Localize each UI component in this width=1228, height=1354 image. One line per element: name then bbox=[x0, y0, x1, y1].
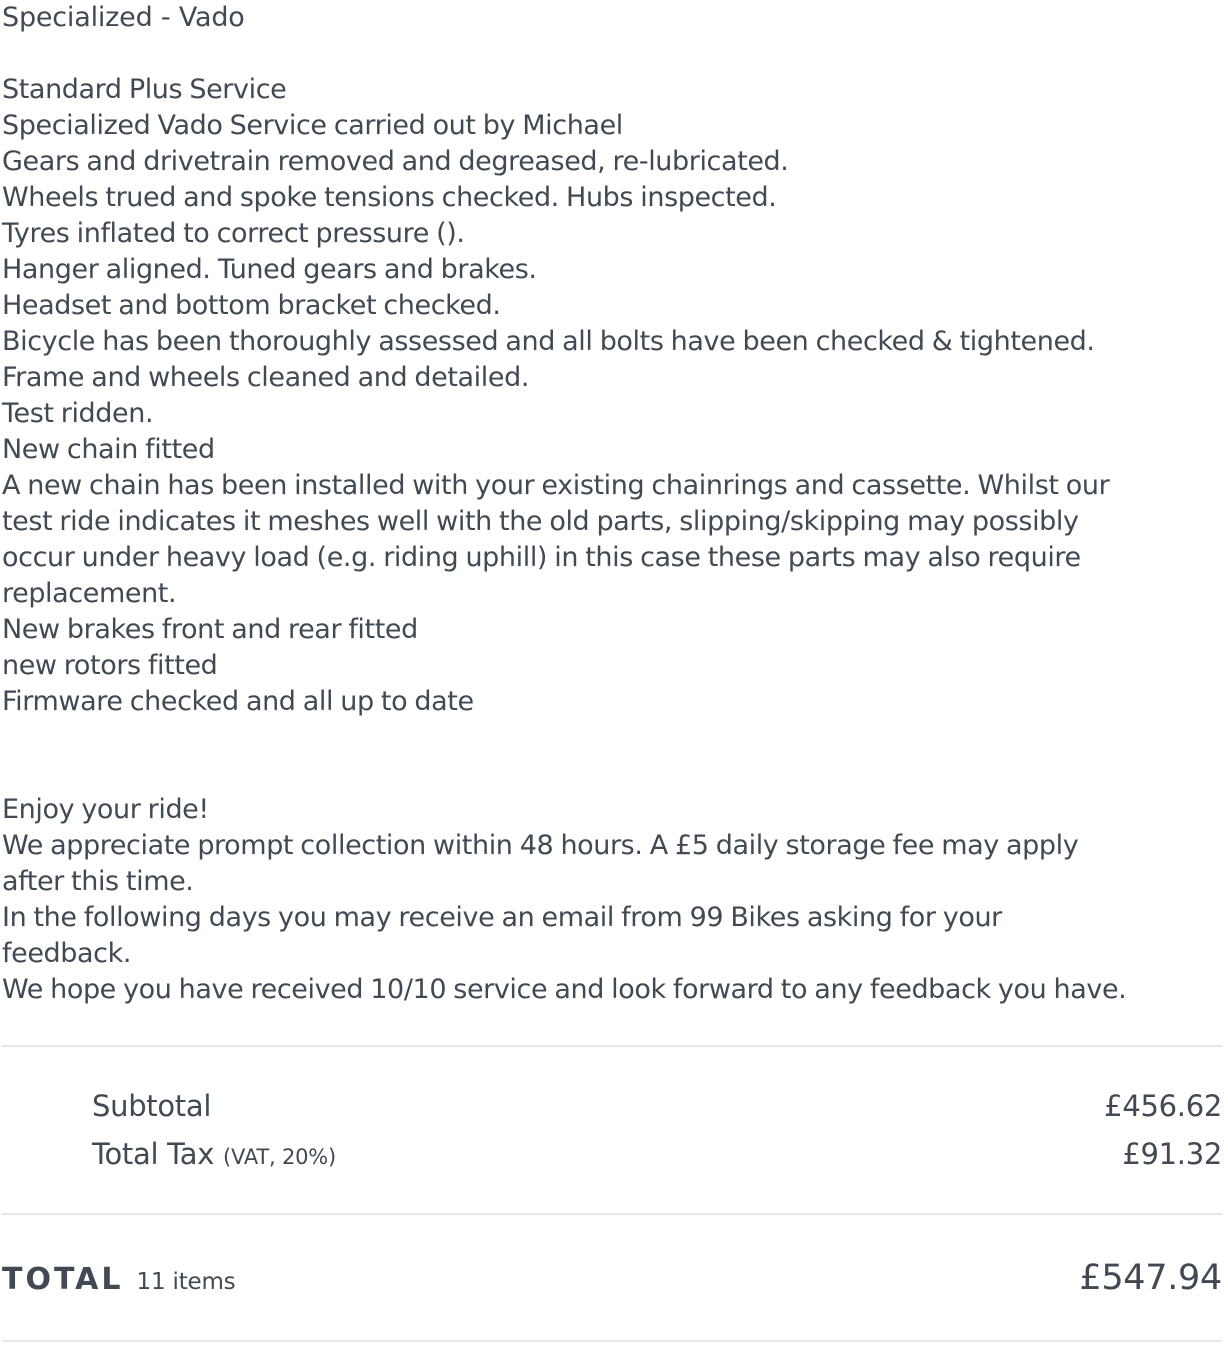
service-note-line: Bicycle has been thoroughly assessed and all bolts have been checked & tightened. bbox=[2, 326, 1095, 357]
service-note-line: Firmware checked and all up to date bbox=[2, 686, 474, 717]
service-note-line: Test ridden. bbox=[2, 398, 154, 429]
service-note-line: New brakes front and rear fitted bbox=[2, 614, 418, 645]
closing-line: We hope you have received 10/10 service and look forward to any feedback you have. bbox=[2, 974, 1127, 1005]
service-note-line: Hanger aligned. Tuned gears and brakes. bbox=[2, 254, 537, 285]
invoice-notes bbox=[2, 0, 1224, 1008]
total-row bbox=[2, 1258, 1222, 1298]
tax-row bbox=[92, 1134, 1222, 1177]
service-note-line: New chain fitted bbox=[2, 434, 215, 465]
service-note-line: Headset and bottom bracket checked. bbox=[2, 290, 501, 321]
tax-label: Total Tax bbox=[92, 1137, 215, 1171]
service-note-line: Specialized Vado Service carried out by Michael bbox=[2, 110, 623, 141]
service-note-paragraph: A new chain has been installed with your existing chainrings and cassette. Whilst our test ride indicates it meshes well with the old parts, slipping/skipping may possibly occur under heavy load (e.g. riding uphill) in this case these parts may also require replacement. bbox=[2, 470, 1110, 609]
closing-line: Enjoy your ride! bbox=[2, 794, 209, 825]
closing-line: We appreciate prompt collection within 48 hours. A £5 daily storage fee may apply after this time. bbox=[2, 830, 1079, 897]
service-note-line: Frame and wheels cleaned and detailed. bbox=[2, 362, 529, 393]
subtotal-label: Subtotal bbox=[92, 1089, 212, 1123]
total-amount: £547.94 bbox=[1079, 1258, 1222, 1298]
closing-line: In the following days you may receive an email from 99 Bikes asking for your feedback. bbox=[2, 902, 1002, 969]
service-notes bbox=[2, 72, 1132, 720]
subtotal-value: £456.62 bbox=[1104, 1089, 1222, 1123]
service-note-line: Standard Plus Service bbox=[2, 74, 287, 105]
tax-note: (VAT, 20%) bbox=[223, 1145, 337, 1169]
item-count: 11 items bbox=[136, 1269, 236, 1295]
summary-divider-middle bbox=[2, 1213, 1222, 1215]
tax-label-group bbox=[92, 1134, 336, 1177]
total-label-group bbox=[2, 1262, 235, 1297]
summary-divider-bottom bbox=[2, 1340, 1222, 1342]
service-note-line: Gears and drivetrain removed and degreased, re-lubricated. bbox=[2, 146, 789, 177]
service-note-line: Tyres inflated to correct pressure (). bbox=[2, 218, 465, 249]
summary-divider-top bbox=[2, 1045, 1222, 1047]
tax-value: £91.32 bbox=[1122, 1137, 1222, 1171]
bike-title: Specialized - Vado bbox=[2, 2, 245, 33]
subtotal-row bbox=[92, 1086, 1222, 1126]
service-note-line: Wheels trued and spoke tensions checked. Hubs inspected. bbox=[2, 182, 777, 213]
closing-message bbox=[2, 792, 1132, 1008]
total-label: TOTAL bbox=[2, 1262, 124, 1297]
service-note-line: new rotors fitted bbox=[2, 650, 218, 681]
